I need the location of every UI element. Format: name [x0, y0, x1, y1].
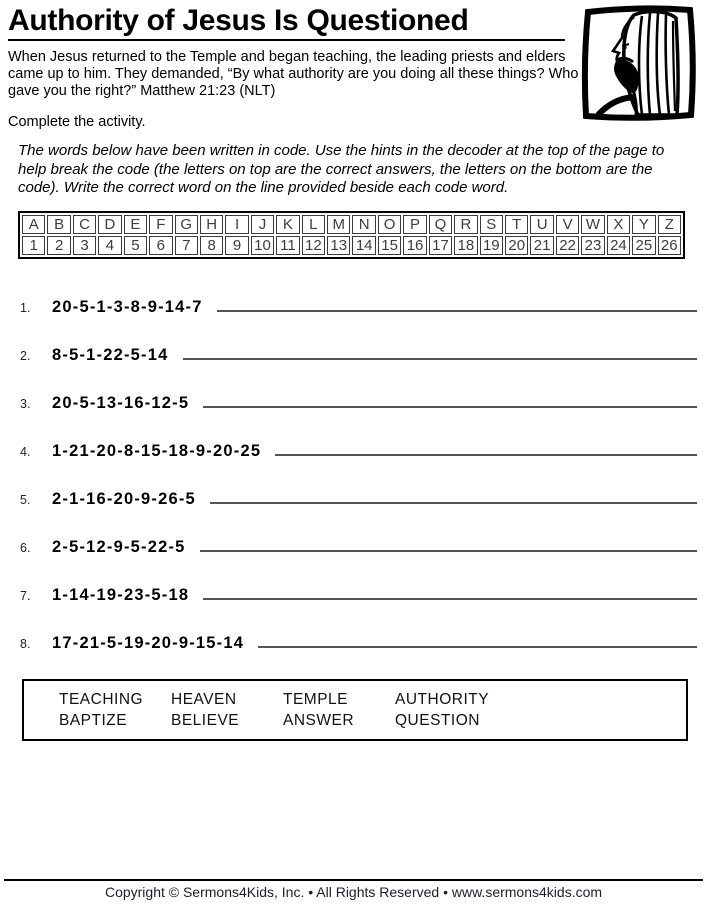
answer-blank-line [217, 297, 697, 312]
decoder-number-cell: 15 [378, 236, 401, 255]
decoder-table [18, 211, 685, 259]
puzzle-number: 1. [20, 300, 31, 315]
decoder-number-cell: 3 [73, 236, 96, 255]
jesus-profile-drawing [576, 3, 702, 123]
word-bank-word: AUTHORITY [395, 691, 490, 708]
puzzle-code: 17-21-5-19-20-9-15-14 [52, 633, 245, 652]
answer-blank-line [275, 441, 697, 456]
decoder-letter-cell: O [378, 215, 401, 234]
puzzle-code: 2-1-16-20-9-26-5 [52, 489, 196, 508]
decoder-instructions: The words below have been written in code. Use the hints in the decoder at the top of the page to help break the code (the letters on top are the correct answers, the letters on the bottom are the code). Write the correct word on the line provided beside each code word. [18, 142, 665, 196]
decoder-number-cell: 11 [276, 236, 299, 255]
answer-blank-line [210, 489, 697, 504]
decoder-letters-row [22, 215, 681, 234]
puzzle-number: 6. [20, 540, 31, 555]
decoder-number-cell: 5 [124, 236, 147, 255]
puzzle-row [20, 537, 697, 557]
decoder-letter-cell: R [454, 215, 477, 234]
decoder-number-cell: 26 [658, 236, 681, 255]
word-bank-word: QUESTION [395, 712, 480, 729]
decoder-letter-cell: I [225, 215, 248, 234]
puzzle-number: 8. [20, 636, 31, 651]
word-bank-word: TEACHING [59, 691, 144, 708]
page-title: Authority of Jesus Is Questioned [8, 4, 469, 37]
decoder-number-cell: 22 [556, 236, 579, 255]
decoder-letter-cell: P [403, 215, 426, 234]
decoder-letter-cell: C [73, 215, 96, 234]
word-bank-word: BAPTIZE [59, 712, 128, 729]
puzzle-number: 3. [20, 396, 31, 411]
answer-blank-line [200, 537, 697, 552]
decoder-letter-cell: Q [429, 215, 452, 234]
decoder-number-cell: 7 [175, 236, 198, 255]
decoder-letter-cell: E [124, 215, 147, 234]
decoder-letter-cell: F [149, 215, 172, 234]
word-bank-word: BELIEVE [171, 712, 240, 729]
decoder-number-cell: 21 [530, 236, 553, 255]
decoder-number-cell: 24 [607, 236, 630, 255]
decoder-number-cell: 8 [200, 236, 223, 255]
title-underline [8, 39, 565, 41]
decoder-letter-cell: S [480, 215, 503, 234]
footer-copyright: Copyright © Sermons4Kids, Inc. • All Rights Reserved • www.sermons4kids.com [104, 884, 603, 900]
decoder-number-cell: 25 [632, 236, 655, 255]
puzzle-code: 1-21-20-8-15-18-9-20-25 [52, 441, 262, 460]
decoder-number-cell: 17 [429, 236, 452, 255]
word-bank-row [59, 710, 686, 731]
puzzle-code: 20-5-13-16-12-5 [52, 393, 190, 412]
word-bank-word: ANSWER [283, 712, 355, 729]
decoder-letter-cell: A [22, 215, 45, 234]
word-bank-word: HEAVEN [171, 691, 237, 708]
puzzle-code: 20-5-1-3-8-9-14-7 [52, 297, 203, 316]
puzzle-row [20, 393, 697, 413]
decoder-number-cell: 18 [454, 236, 477, 255]
decoder-numbers-row [22, 236, 681, 255]
decoder-letter-cell: Y [632, 215, 655, 234]
decoder-number-cell: 6 [149, 236, 172, 255]
decoder-number-cell: 4 [98, 236, 121, 255]
puzzle-number: 2. [20, 348, 31, 363]
answer-blank-line [203, 585, 697, 600]
jesus-illustration [576, 3, 702, 123]
decoder-number-cell: 13 [327, 236, 350, 255]
puzzle-row [20, 345, 697, 365]
puzzle-list [0, 297, 707, 653]
decoder-letter-cell: N [352, 215, 375, 234]
puzzle-row [20, 633, 697, 653]
intro-paragraph: When Jesus returned to the Temple and began teaching, the leading priests and elders came up to him. They demanded, “By what authority are you doing all these things? Who gave you the right?” Matthew 21:23 (NLT) [8, 49, 579, 99]
puzzle-row [20, 489, 697, 509]
decoder-letter-cell: B [47, 215, 70, 234]
answer-blank-line [258, 633, 697, 648]
decoder-letter-cell: L [302, 215, 325, 234]
decoder-letter-cell: V [556, 215, 579, 234]
decoder-letter-cell: D [98, 215, 121, 234]
puzzle-code: 1-14-19-23-5-18 [52, 585, 190, 604]
decoder-number-cell: 14 [352, 236, 375, 255]
puzzle-number: 7. [20, 588, 31, 603]
decoder-letter-cell: H [200, 215, 223, 234]
footer-divider [4, 879, 703, 881]
decoder-number-cell: 20 [505, 236, 528, 255]
decoder-letter-cell: M [327, 215, 350, 234]
decoder-number-cell: 16 [403, 236, 426, 255]
decoder-letter-cell: W [581, 215, 604, 234]
decoder-number-cell: 9 [225, 236, 248, 255]
decoder-letter-cell: Z [658, 215, 681, 234]
puzzle-number: 5. [20, 492, 31, 507]
puzzle-code: 2-5-12-9-5-22-5 [52, 537, 186, 556]
decoder-number-cell: 19 [480, 236, 503, 255]
puzzle-row [20, 297, 697, 317]
word-bank-row [59, 689, 686, 710]
decoder-letter-cell: J [251, 215, 274, 234]
decoder-letter-cell: U [530, 215, 553, 234]
word-bank-box [22, 679, 688, 741]
decoder-letter-cell: X [607, 215, 630, 234]
decoder-number-cell: 12 [302, 236, 325, 255]
puzzle-row [20, 585, 697, 605]
decoder-number-cell: 23 [581, 236, 604, 255]
decoder-number-cell: 10 [251, 236, 274, 255]
decoder-letter-cell: K [276, 215, 299, 234]
decoder-letter-cell: G [175, 215, 198, 234]
decoder-number-cell: 2 [47, 236, 70, 255]
decoder-number-cell: 1 [22, 236, 45, 255]
word-bank-word: TEMPLE [283, 691, 349, 708]
puzzle-code: 8-5-1-22-5-14 [52, 345, 169, 364]
decoder-letter-cell: T [505, 215, 528, 234]
answer-blank-line [203, 393, 697, 408]
puzzle-number: 4. [20, 444, 31, 459]
answer-blank-line [183, 345, 698, 360]
puzzle-row [20, 441, 697, 461]
activity-label: Complete the activity. [8, 114, 146, 130]
